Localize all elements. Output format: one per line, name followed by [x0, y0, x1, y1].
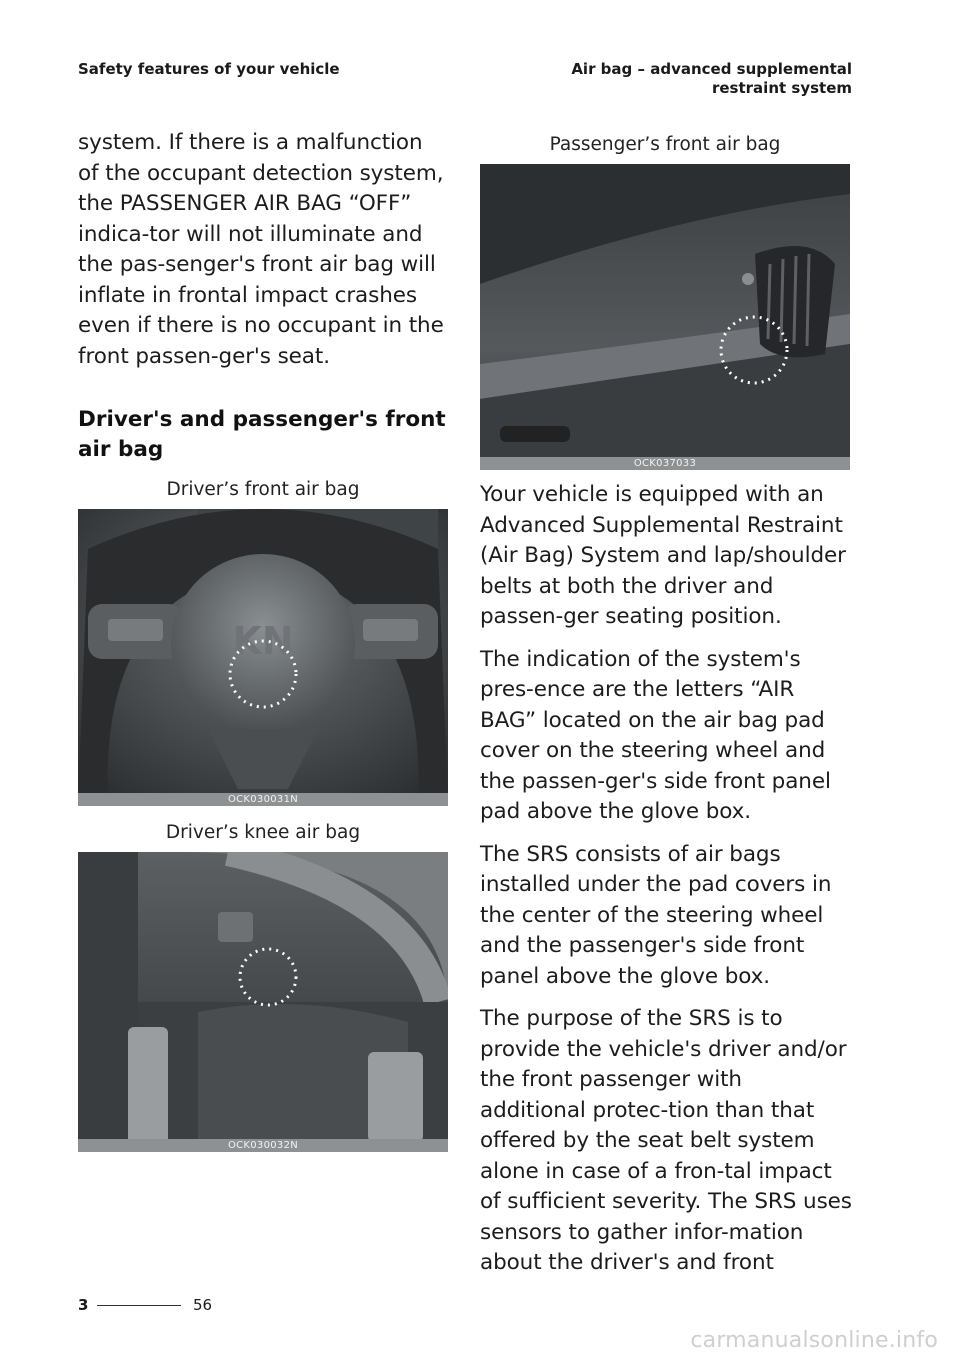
intro-paragraph: system. If there is a malfunction of the occupant detection system, the PASSENGER AIR BAG “OFF” indica-tor will not illuminate and the pas-senger's front air bag will inflate in frontal impact crashes even if there is no occupant in the front passen-ger's seat.	[78, 130, 444, 369]
body-paragraph-2: The indication of the system's pres-ence are the letters “AIR BAG” located on the air bag pad cover on the steering wheel and the passen-ger's side front panel pad above the glove box.	[480, 646, 831, 824]
chapter-number: 3	[78, 1296, 89, 1314]
figure-driver-knee-airbag	[78, 852, 448, 1152]
left-column	[78, 128, 448, 372]
footer-divider	[97, 1305, 181, 1306]
figure-caption-passenger-front-airbag: Passenger’s front air bag	[549, 134, 781, 155]
running-header-chapter: Air bag – advanced supplemental restraint system	[571, 60, 852, 97]
knee-airbag-illustration	[78, 852, 448, 1152]
figure-code: OCK037033	[480, 457, 850, 470]
figure-code: OCK030031N	[78, 793, 448, 806]
body-paragraph-4: The purpose of the SRS is to provide the vehicle's driver and/or the front passenger with additional protec-tion than that offered by the seat belt system alone in case of a fron-tal impact of sufficient severity. The SRS uses sensors to gather infor-mation about the driver's and front	[480, 1006, 852, 1275]
figure-passenger-front-airbag	[480, 164, 850, 470]
dashboard-illustration	[480, 164, 850, 470]
figure-driver-front-airbag	[78, 509, 448, 806]
running-header-section: Safety features of your vehicle	[78, 60, 340, 78]
figure-caption-driver-front-airbag: Driver’s front air bag	[166, 479, 360, 500]
body-paragraph-3: The SRS consists of air bags installed under the pad covers in the center of the steering wheel and the passenger's side front panel above the glove box.	[480, 841, 832, 989]
watermark: carmanualsonline.info	[690, 1328, 938, 1353]
body-paragraph-1: Your vehicle is equipped with an Advanced Supplemental Restraint (Air Bag) System and lap/shoulder belts at both the driver and passen-ger seating position.	[480, 482, 846, 629]
section-heading: Driver's and passenger's front air bag	[78, 407, 446, 462]
right-column-body	[480, 480, 852, 1279]
steering-wheel-illustration	[78, 509, 448, 806]
figure-code: OCK030032N	[78, 1139, 448, 1152]
figure-caption-driver-knee-airbag: Driver’s knee air bag	[165, 822, 361, 843]
page-number: 56	[193, 1296, 213, 1314]
svg-text:KN: KN	[232, 619, 294, 663]
